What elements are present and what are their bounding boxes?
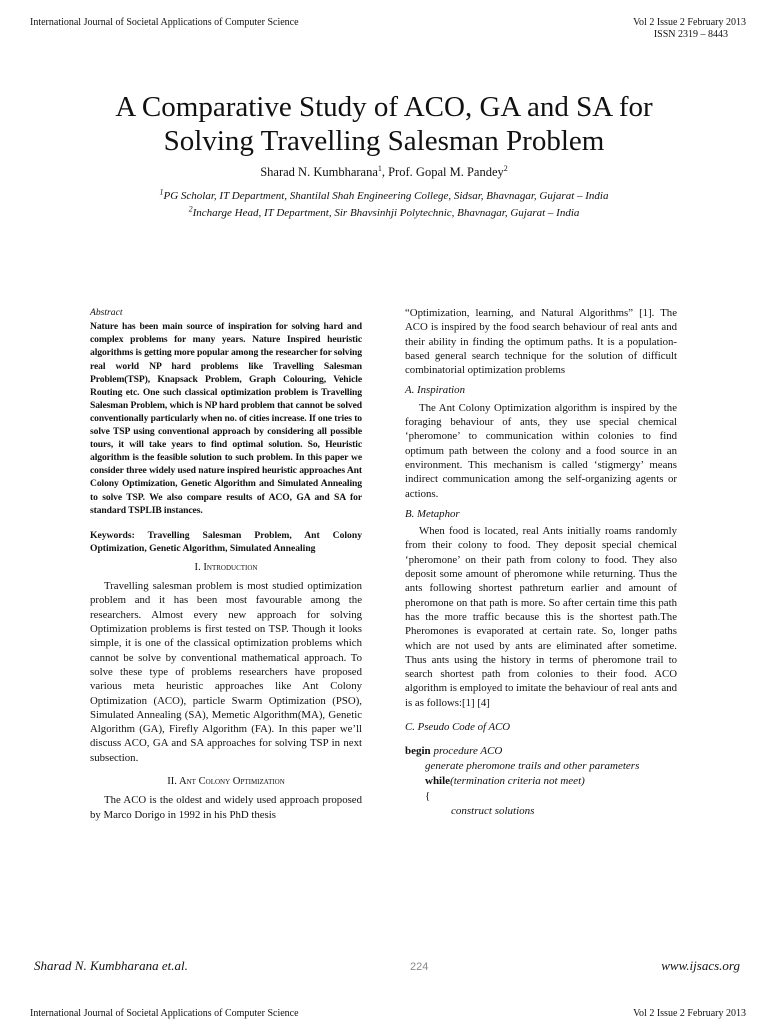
affiliation-2 <box>60 204 708 219</box>
paper-title <box>60 90 708 158</box>
subsection-b-text: When food is located, real Ants initially roams randomly from their colony to food. They deposit special chemical ‘pheromone’ on their path from colony to food. They also deposit some amount of pheromone while returning. Thus the ants following shortest pathreturn earlier and amount of pheromone on that path is more. So after certain time this path has the more traffic because this is the shortest path.The Pheromones is evaporated at certain rate. So, longer paths which are not used by ants are eliminated after sometime. Thus ants using the history in terms of pheromone trail to search shortest path from colonies to their food. ACO algorithm is employed to imitate the behaviour of real ants and is as follows:[1] [4] <box>405 525 677 709</box>
code-line-generate: generate pheromone trails and other parameters <box>425 760 640 773</box>
subsection-c-heading: C. Pseudo Code of ACO <box>405 721 511 734</box>
affiliation-2-sup: 2 <box>188 204 193 214</box>
section-1-text: Travelling salesman problem is most studied optimization problem and it has been most favourable among the researchers. Almost every new approach for solving Optimization problems is first tested on TSP. Though it looks simple, it is one of the classical optimization problems which cannot be solve by conventional mathematical approach. To solve these type of problems researchers have proposed various meta heuristic approaches like Ant Colony Optimization (ACO), particle Swarm Optimization (PSO), Simulated Annealing (SA), Memetic Algorithm(MA), Genetic Algorithm (GA), Firefly Algorithm (FA). In this paper we’ll discuss ACO, GA and SA approaches for solving TSP in next subsection. <box>90 580 362 764</box>
affiliation-1 <box>60 187 708 202</box>
title-line-1: A Comparative Study of ACO, GA and SA for <box>115 91 653 123</box>
page-number: 224 <box>410 961 429 973</box>
issn-header: ISSN 2319 – 8443 <box>653 29 728 40</box>
author-2: , Prof. Gopal M. Pandey <box>381 165 504 179</box>
journal-header: International Journal of Societal Applications of Computer Science <box>30 17 299 28</box>
abstract-label: Abstract <box>90 307 123 318</box>
code-keyword-begin: begin <box>405 745 431 758</box>
code-line-construct: construct solutions <box>451 805 535 818</box>
left-column <box>90 306 362 822</box>
affiliation-1-text: PG Scholar, IT Department, Shantilal Shah Engineering College, Sidsar, Bhavnagar, Gujarat – India <box>163 190 609 202</box>
footer-journal: International Journal of Societal Applications of Computer Science <box>30 1008 299 1019</box>
affiliation-1-sup: 1 <box>159 187 164 197</box>
issue-header: Vol 2 Issue 2 February 2013 <box>633 17 746 28</box>
code-line-brace: { <box>425 790 431 803</box>
title-line-2: Solving Travelling Salesman Problem <box>163 125 605 157</box>
authors <box>60 165 708 180</box>
subsection-b-heading: B. Metaphor <box>405 507 460 520</box>
author-1: Sharad N. Kumbharana <box>260 165 378 179</box>
keywords: Keywords: Travelling Salesman Problem, Ant Colony Optimization, Genetic Algorithm, Simulated Annealing <box>90 529 362 554</box>
footer-issue: Vol 2 Issue 2 February 2013 <box>633 1008 746 1019</box>
code-line-while <box>405 774 677 789</box>
right-column <box>405 306 677 819</box>
aco-continuation-text: “Optimization, learning, and Natural Algorithms” [1]. The ACO is inspired by the food search behaviour of real ants and their ability in finding the optimum paths. It is a population-based general search technique for the solution of difficult combinatorial optimization problems <box>405 307 677 377</box>
subsection-a-heading: A. Inspiration <box>405 384 465 397</box>
code-line-begin <box>405 744 677 759</box>
code-begin-rest: procedure ACO <box>433 745 503 758</box>
pseudo-code <box>405 744 677 819</box>
code-while-rest: (termination criteria not meet) <box>450 775 585 788</box>
subsection-a-text: The Ant Colony Optimization algorithm is inspired by the foraging behaviour of ants, they use special chemical ‘pheromone’ to communication within colonies to find optimum path between the colony and a food source in an environment. This mechanism is called ‘stigmergy’ means indirect communication among the self-organizing agents or actions. <box>405 401 677 500</box>
code-keyword-while: while <box>425 775 451 788</box>
author-1-sup: 1 <box>377 163 382 173</box>
affiliation-2-text: Incharge Head, IT Department, Sir Bhavsinhji Polytechnic, Bhavnagar, Gujarat – India <box>192 207 580 219</box>
footer-url: www.ijsacs.org <box>661 958 740 973</box>
section-1-heading: I. Introduction <box>194 561 258 573</box>
section-2-text: The ACO is the oldest and widely used approach proposed by Marco Dorigo in 1992 in his PhD thesis <box>90 794 362 821</box>
footer-author: Sharad N. Kumbharana et.al. <box>34 958 188 973</box>
author-2-sup: 2 <box>503 163 508 173</box>
abstract-text: Nature has been main source of inspiration for solving hard and complex problems for many years. Nature Inspired heuristic algorithms is getting more popular among the researcher for solving real world NP hard problems like Travelling Salesman Problem(TSP), Knapsack Problem, Graph Colouring, Vehicle Routing etc. One such classical optimization problem is Travelling Salesman Problem, which is NP hard problem that cannot be solved conventionally particularly when no. of cities increase. If one tries to solve TSP using conventional approach by considering all possible tours, it will take years to find optimal solution. So, Heuristic algorithm is the feasible solution to such problem. In this paper we consider three widely used nature inspired heuristic approaches Ant Colony Optimization, Genetic Algorithm and Simulated Annealing to solve TSP. We also compare results of ACO, GA and SA for standard TSPLIB instances. <box>90 321 362 516</box>
section-2-heading: II. Ant Colony Optimization <box>167 776 285 788</box>
